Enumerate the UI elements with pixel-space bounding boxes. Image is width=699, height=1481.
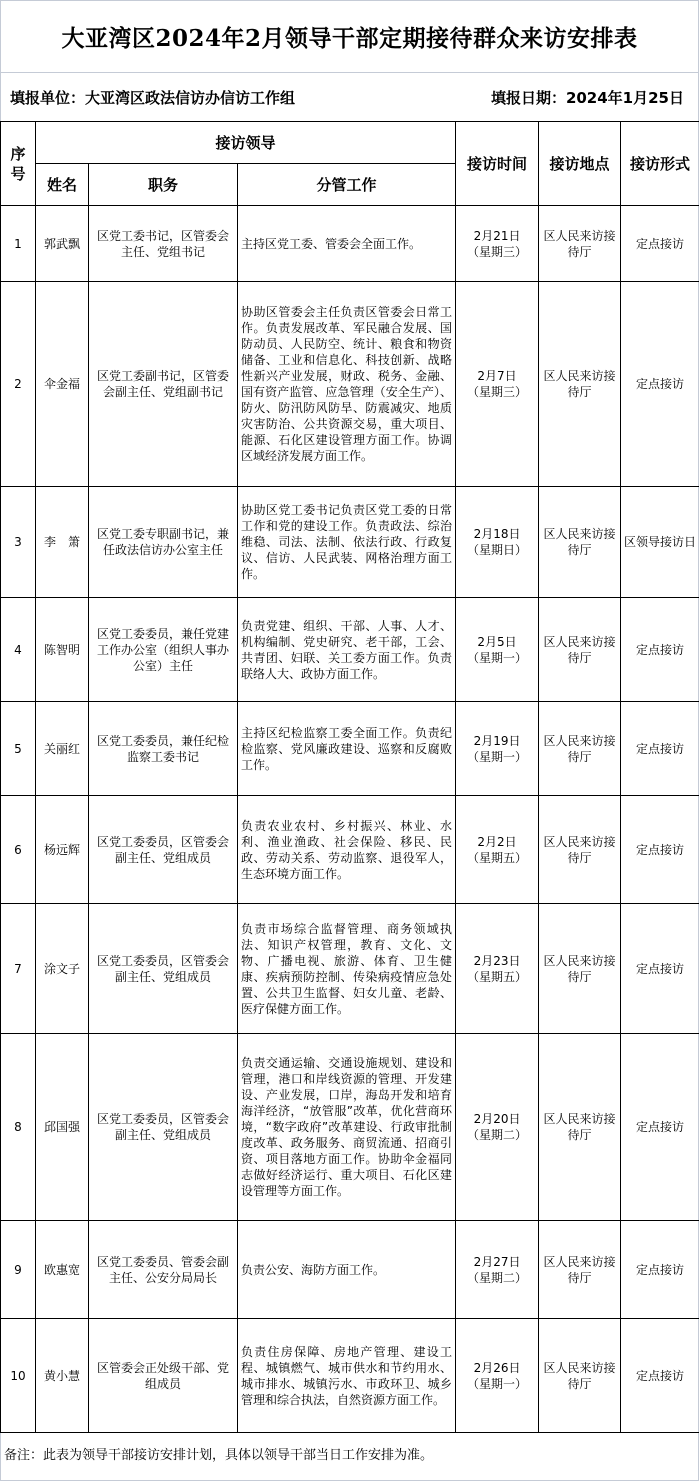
cell-position: 区党工委委员，区管委会副主任、党组成员 — [89, 1034, 238, 1221]
visit-date: 2月18日 — [473, 527, 521, 541]
cell-seq: 4 — [1, 598, 36, 702]
cell-location: 区人民来访接待厅 — [539, 904, 621, 1034]
header-duties: 分管工作 — [238, 164, 456, 206]
page-title: 大亚湾区2024年2月领导干部定期接待群众来访安排表 — [61, 24, 638, 52]
visit-weekday: （星期五） — [467, 969, 528, 984]
cell-name: 邱国强 — [36, 1034, 89, 1221]
cell-name: 陈智明 — [36, 598, 89, 702]
header-location: 接访地点 — [539, 122, 621, 206]
visit-date: 2月2日 — [477, 834, 517, 849]
cell-time — [456, 796, 539, 904]
cell-form: 定点接访 — [621, 1034, 699, 1221]
cell-seq: 2 — [1, 282, 36, 487]
visit-date: 2月19日 — [473, 733, 521, 748]
table-row — [1, 702, 699, 796]
cell-form: 区领导接访日 — [621, 487, 699, 598]
cell-name: 涂文子 — [36, 904, 89, 1034]
title-row — [0, 0, 699, 73]
visit-date: 2月5日 — [477, 634, 517, 649]
cell-time — [456, 702, 539, 796]
header-seq: 序号 — [1, 122, 36, 206]
cell-name: 黄小慧 — [36, 1319, 89, 1433]
cell-time — [456, 1034, 539, 1221]
cell-position: 区管委会正处级干部、党组成员 — [89, 1319, 238, 1433]
cell-time — [456, 282, 539, 487]
visit-weekday: （星期日） — [467, 543, 528, 557]
table-row — [1, 282, 699, 487]
cell-position: 区党工委书记，区管委会主任、党组书记 — [89, 206, 238, 282]
cell-location: 区人民来访接待厅 — [539, 487, 621, 598]
visit-weekday: （星期一） — [467, 1376, 528, 1391]
table-row — [1, 1034, 699, 1221]
cell-duties: 负责党建、组织、干部、人事、人才、机构编制、党史研究、老干部，工会、共青团、妇联、关工委方面工作。负责联络人大、政协方面工作。 — [238, 598, 456, 702]
visit-weekday: （星期一） — [467, 650, 528, 665]
table-row — [1, 904, 699, 1034]
header-name: 姓名 — [36, 164, 89, 206]
cell-name: 伞金福 — [36, 282, 89, 487]
visit-weekday: （星期二） — [467, 1128, 528, 1142]
cell-duties: 负责住房保障、房地产管理、建设工程、城镇燃气、城市供水和节约用水、城市排水、城镇污水、市政环卫、城乡管理和综合执法，自然资源方面工作。 — [238, 1319, 456, 1433]
cell-form: 定点接访 — [621, 702, 699, 796]
visit-weekday: （星期三） — [467, 244, 528, 259]
cell-seq: 10 — [1, 1319, 36, 1433]
cell-position: 区党工委委员，区管委会副主任、党组成员 — [89, 904, 238, 1034]
cell-position: 区党工委委员，兼任党建工作办公室（组织人事办公室）主任 — [89, 598, 238, 702]
cell-duties: 负责公安、海防方面工作。 — [238, 1221, 456, 1319]
cell-location: 区人民来访接待厅 — [539, 796, 621, 904]
header-form: 接访形式 — [621, 122, 699, 206]
table-row — [1, 598, 699, 702]
cell-form: 定点接访 — [621, 282, 699, 487]
info-row — [0, 73, 699, 121]
table-row — [1, 1319, 699, 1433]
cell-duties: 负责市场综合监督管理、商务领域执法、知识产权管理，教育、文化、文物、广播电视、旅游、体育、卫生健康、疾病预防控制、传染病疫情应急处置、公共卫生监督、妇女儿童、老龄、医疗保健方面工作。 — [238, 904, 456, 1034]
reporting-date: 填报日期：2024年1月25日 — [490, 88, 684, 107]
cell-location: 区人民来访接待厅 — [539, 206, 621, 282]
cell-name: 杨远辉 — [36, 796, 89, 904]
cell-seq: 1 — [1, 206, 36, 282]
cell-form: 定点接访 — [621, 904, 699, 1034]
header-position: 职务 — [89, 164, 238, 206]
cell-form: 定点接访 — [621, 598, 699, 702]
cell-time — [456, 1221, 539, 1319]
cell-form: 定点接访 — [621, 1221, 699, 1319]
cell-seq: 5 — [1, 702, 36, 796]
cell-location: 区人民来访接待厅 — [539, 1319, 621, 1433]
cell-duties: 协助区党工委书记负责区党工委的日常工作和党的建设工作。负责政法、综治维稳、司法、法制、依法行政、行政复议、信访、人民武装、网格治理方面工作。 — [238, 487, 456, 598]
table-body — [1, 206, 699, 1433]
table-row — [1, 796, 699, 904]
cell-seq: 9 — [1, 1221, 36, 1319]
cell-position: 区党工委副书记，区管委会副主任、党组副书记 — [89, 282, 238, 487]
cell-position: 区党工委委员，区管委会副主任、党组成员 — [89, 796, 238, 904]
cell-name: 欧惠宽 — [36, 1221, 89, 1319]
visit-date: 2月23日 — [473, 953, 521, 968]
cell-location: 区人民来访接待厅 — [539, 598, 621, 702]
visit-date: 2月7日 — [477, 369, 517, 383]
cell-duties: 负责交通运输、交通设施规划、建设和管理，港口和岸线资源的管理、开发建设、产业发展，口岸，海岛开发和培育海洋经济，“放管服”改革，优化营商环境，“数字政府”改革建设、行政审批制度改革、政务服务、商贸流通、招商引资、项目落地方面工作。协助伞金福同志做好经济运行、重大项目、石化区建设管理等方面工作。 — [238, 1034, 456, 1221]
cell-duties: 负责农业农村、乡村振兴、林业、水利、渔业渔政、社会保险、移民、民政、劳动关系、劳动监察、退役军人，生态环境方面工作。 — [238, 796, 456, 904]
cell-time — [456, 206, 539, 282]
visit-weekday: （星期三） — [467, 385, 528, 399]
header-leader-group: 接访领导 — [36, 122, 456, 164]
cell-duties: 协助区管委会主任负责区管委会日常工作。负责发展改革、军民融合发展、国防动员、人民防空、统计、粮食和物资储备、工业和信息化、科技创新、战略性新兴产业发展，财政、税务、金融、国有资产监管、应急管理（安全生产）、防火、防汛防风防旱、防震减灾、地质灾害防治、公共资源交易，重大项目、能源、石化区建设管理方面工作。协调区域经济发展方面工作。 — [238, 282, 456, 487]
cell-time — [456, 598, 539, 702]
schedule-table — [0, 121, 699, 1433]
visit-date: 2月27日 — [473, 1254, 521, 1269]
cell-seq: 3 — [1, 487, 36, 598]
visit-date: 2月21日 — [473, 228, 521, 243]
cell-seq: 8 — [1, 1034, 36, 1221]
table-row — [1, 1221, 699, 1319]
visit-weekday: （星期一） — [467, 749, 528, 764]
cell-name: 李 箫 — [36, 487, 89, 598]
visit-date: 2月20日 — [473, 1112, 521, 1126]
footer-note: 备注：此表为领导干部接访安排计划，具体以领导干部当日工作安排为准。 — [4, 1448, 434, 1463]
cell-time — [456, 904, 539, 1034]
cell-time — [456, 487, 539, 598]
cell-position: 区党工委委员，兼任纪检监察工委书记 — [89, 702, 238, 796]
cell-time — [456, 1319, 539, 1433]
cell-duties: 主持区纪检监察工委全面工作。负责纪检监察、党风廉政建设、巡察和反腐败工作。 — [238, 702, 456, 796]
cell-location: 区人民来访接待厅 — [539, 1221, 621, 1319]
visit-date: 2月26日 — [473, 1360, 521, 1375]
cell-position: 区党工委委员、管委会副主任、公安分局局长 — [89, 1221, 238, 1319]
cell-form: 定点接访 — [621, 1319, 699, 1433]
visit-weekday: （星期二） — [467, 1270, 528, 1285]
cell-form: 定点接访 — [621, 796, 699, 904]
cell-location: 区人民来访接待厅 — [539, 282, 621, 487]
cell-seq: 6 — [1, 796, 36, 904]
header-time: 接访时间 — [456, 122, 539, 206]
cell-form: 定点接访 — [621, 206, 699, 282]
cell-position: 区党工委专职副书记，兼任政法信访办公室主任 — [89, 487, 238, 598]
cell-name: 郭武飘 — [36, 206, 89, 282]
reporting-unit: 填报单位：大亚湾区政法信访办信访工作组 — [10, 88, 296, 107]
cell-duties: 主持区党工委、管委会全面工作。 — [238, 206, 456, 282]
cell-name: 关丽红 — [36, 702, 89, 796]
cell-seq: 7 — [1, 904, 36, 1034]
cell-location: 区人民来访接待厅 — [539, 1034, 621, 1221]
table-row — [1, 487, 699, 598]
cell-location: 区人民来访接待厅 — [539, 702, 621, 796]
table-row — [1, 206, 699, 282]
visit-weekday: （星期五） — [467, 850, 528, 865]
